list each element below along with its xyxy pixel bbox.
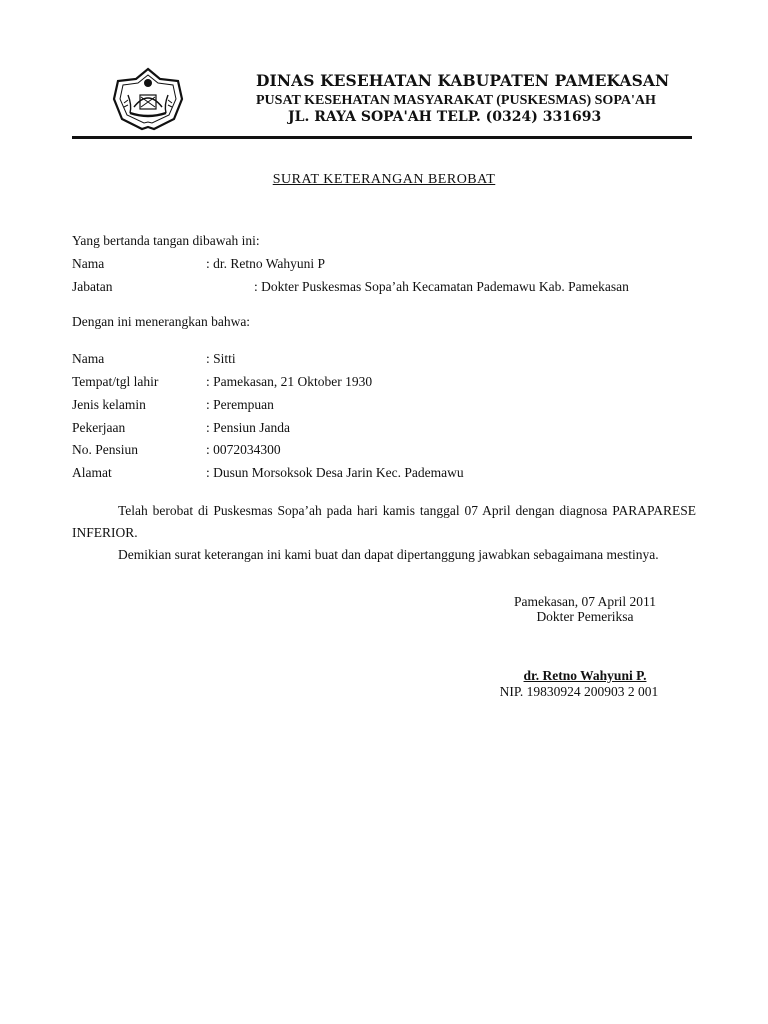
signature-nip: NIP. 19830924 200903 2 001	[499, 684, 659, 699]
statement-line: Dengan ini menerangkan bahwa:	[72, 314, 251, 329]
patient-value: : 0072034300	[206, 442, 281, 457]
patient-value: : Perempuan	[206, 397, 274, 412]
signer-name-row	[72, 256, 104, 272]
letterhead-divider	[72, 136, 692, 139]
patient-label: Nama	[72, 351, 105, 366]
patient-row	[72, 397, 146, 413]
signature-name: dr. Retno Wahyuni P.	[523, 668, 647, 683]
signature-place-date: Pamekasan, 07 April 2011	[514, 594, 656, 609]
signer-position-row	[72, 279, 112, 295]
signature-name-wrap	[480, 668, 690, 684]
patient-row	[72, 442, 138, 458]
patient-label: No. Pensiun	[72, 442, 139, 457]
patient-value: : Pamekasan, 21 Oktober 1930	[206, 374, 373, 389]
patient-value: : Pensiun Janda	[206, 420, 290, 435]
patient-row	[72, 374, 158, 390]
patient-row	[72, 465, 112, 481]
patient-row	[72, 420, 125, 436]
patient-label: Tempat/tgl lahir	[72, 374, 159, 389]
signer-position-value: : Dokter Puskesmas Sopa’ah Kecamatan Pademawu Kab. Pamekasan	[254, 279, 629, 294]
signer-position-label: Jabatan	[72, 279, 113, 294]
letterhead-agency: DINAS KESEHATAN KABUPATEN PAMEKASAN	[256, 71, 670, 90]
patient-label: Pekerjaan	[72, 420, 126, 435]
patient-label: Alamat	[72, 465, 112, 480]
letterhead-address: JL. RAYA SOPA'AH TELP. (0324) 331693	[288, 109, 602, 125]
closing-paragraph: Demikian surat keterangan ini kami buat dan dapat dipertanggung jawabkan sebagaimana mestinya.	[118, 547, 659, 562]
crest-icon	[110, 67, 186, 133]
signer-name-value: : dr. Retno Wahyuni P	[206, 256, 326, 271]
patient-value: : Sitti	[206, 351, 236, 366]
treatment-paragraph: Telah berobat di Puskesmas Sopa’ah pada hari kamis tanggal 07 April dengan diagnosa PARAPARESE INFERIOR.	[72, 503, 696, 540]
letterhead-center: PUSAT KESEHATAN MASYARAKAT (PUSKESMAS) SOPA'AH	[256, 93, 656, 108]
signature-role: Dokter Pemeriksa	[536, 609, 634, 624]
intro-line: Yang bertanda tangan dibawah ini:	[72, 233, 260, 248]
patient-label: Jenis kelamin	[72, 397, 146, 412]
patient-row	[72, 351, 104, 367]
patient-value: : Dusun Morsoksok Desa Jarin Kec. Pademawu	[206, 465, 464, 480]
document-title: SURAT KETERANGAN BEROBAT	[272, 172, 496, 187]
signer-name-label: Nama	[72, 256, 105, 271]
